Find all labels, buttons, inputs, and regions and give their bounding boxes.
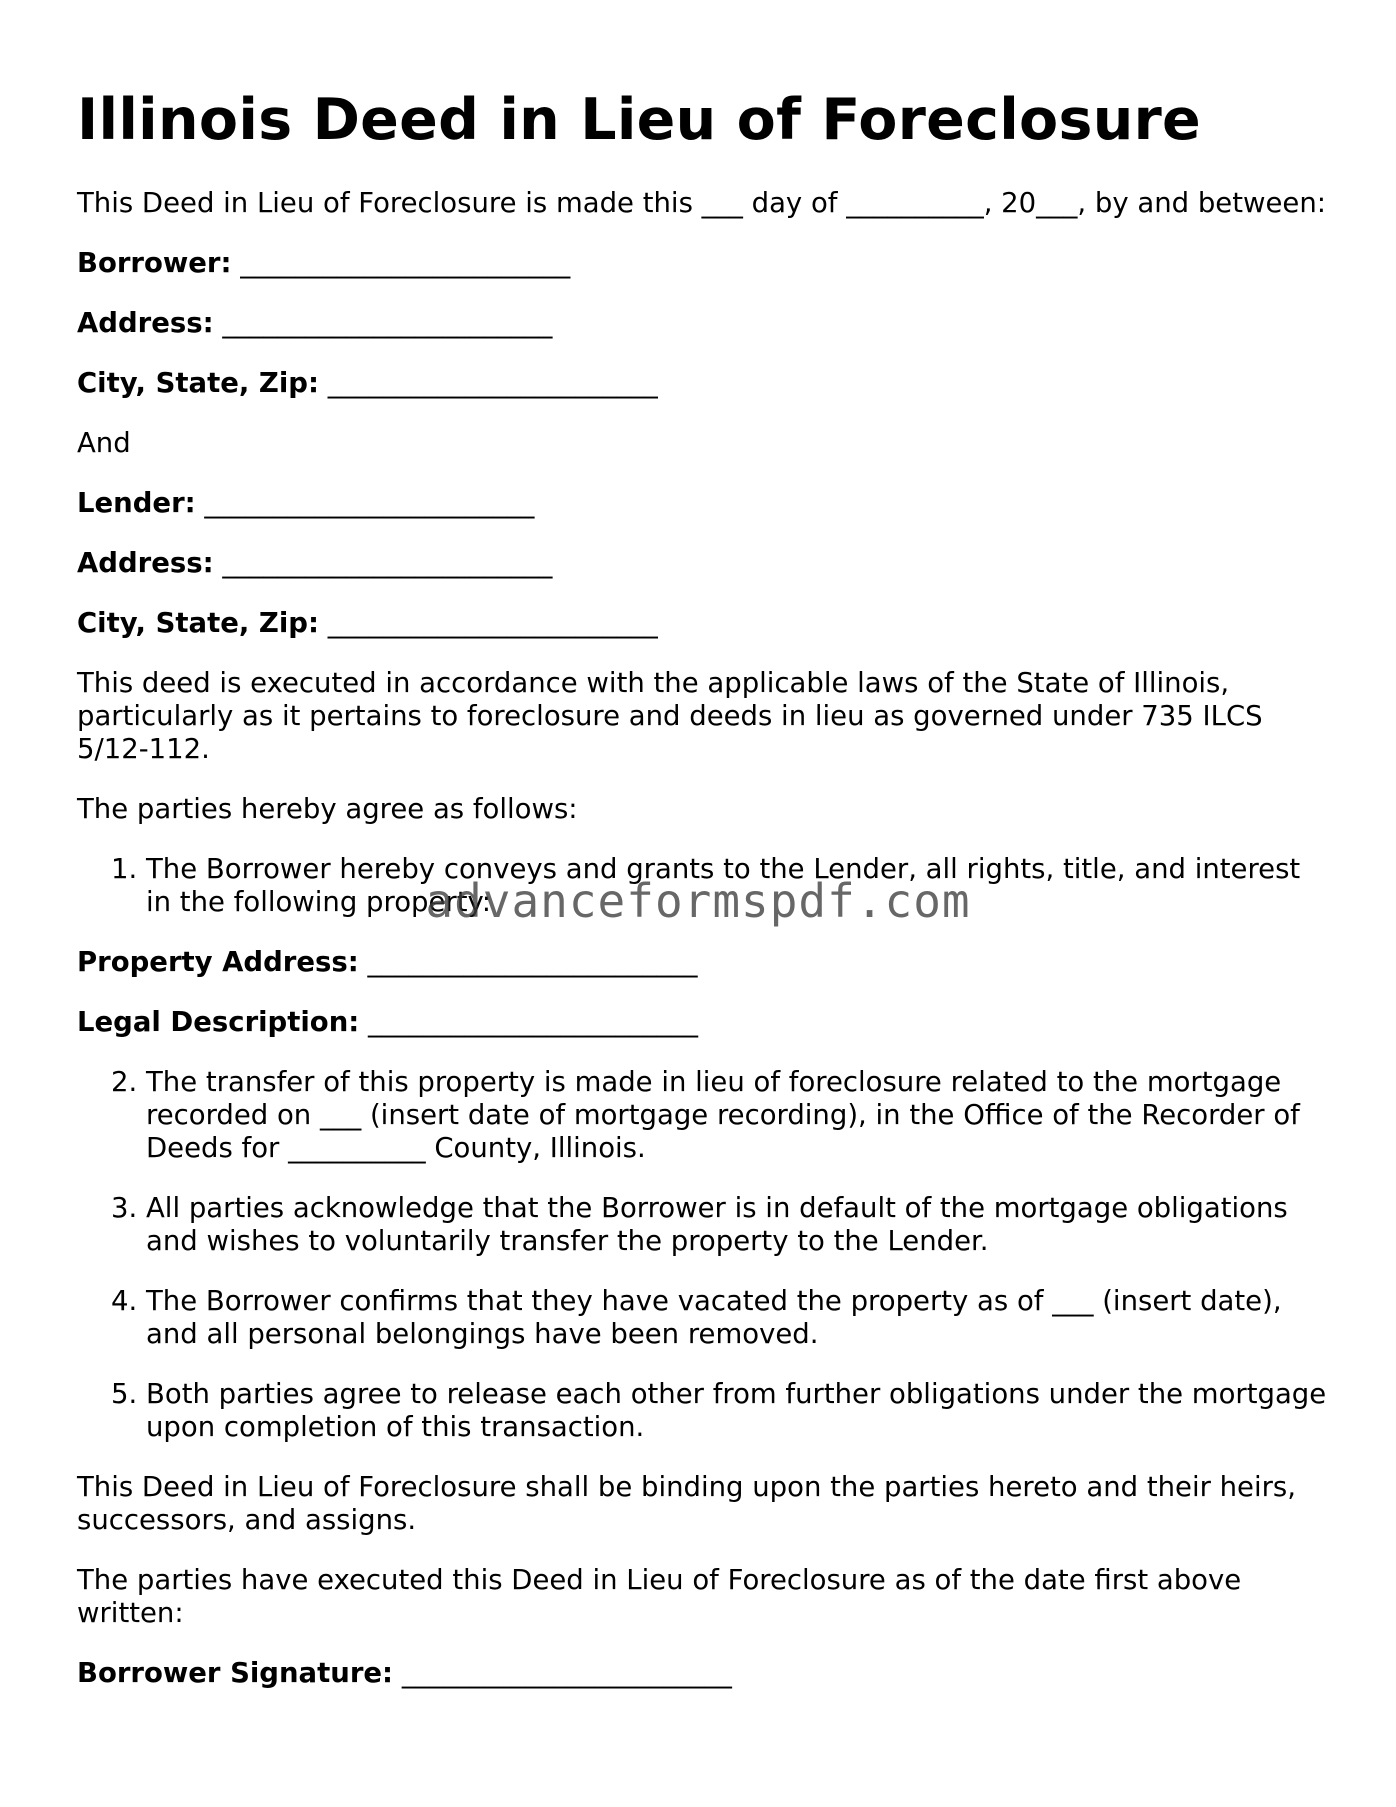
borrower-signature-field — [77, 1657, 1327, 1690]
blank-line: ________________________ — [401, 1657, 732, 1689]
document-title: Illinois Deed in Lieu of Foreclosure — [77, 87, 1201, 153]
blank-line: ________________________ — [240, 247, 571, 279]
field-label: Property Address: — [77, 946, 359, 978]
field-label: Address: — [77, 547, 214, 579]
blank-line: ________________________ — [327, 367, 658, 399]
clause-item: 5. Both parties agree to release each other from further obligations under the mortgage upon completion of this transaction. — [146, 1378, 1327, 1444]
clause-list-rest — [77, 1066, 1327, 1444]
clause-item: 2. The transfer of this property is made in lieu of foreclosure related to the mortgage recorded on ___ (insert date of mortgage recording), in the Office of the Recorder of Deeds for __________ County, Illinois. — [146, 1066, 1327, 1165]
blank-line: ________________________ — [222, 547, 553, 579]
field-label: Address: — [77, 307, 214, 339]
field-label: City, State, Zip: — [77, 607, 319, 639]
blank-line: ________________________ — [368, 1006, 699, 1038]
legal-description-field — [77, 1006, 1327, 1039]
clause-item: 4. The Borrower confirms that they have vacated the property as of ___ (insert date), and all personal belongings have been removed. — [146, 1285, 1327, 1351]
field-label: Borrower Signature: — [77, 1657, 394, 1689]
blank-line: ________________________ — [204, 487, 535, 519]
field-label: Legal Description: — [77, 1006, 360, 1038]
field-label: City, State, Zip: — [77, 367, 319, 399]
and-text: And — [77, 427, 131, 459]
blank-line: ________________________ — [327, 607, 658, 639]
document-page — [77, 87, 1327, 1717]
blank-line: ________________________ — [367, 946, 698, 978]
borrower-name-field — [77, 247, 1327, 280]
blank-line: ________________________ — [222, 307, 553, 339]
borrower-city-state-zip-field — [77, 367, 1327, 400]
law-paragraph: This deed is executed in accordance with the applicable laws of the State of Illinois, particularly as it pertains to foreclosure and deeds in lieu as governed under 735 ILCS 5/12-112. — [77, 667, 1263, 765]
clause-item: 3. All parties acknowledge that the Borrower is in default of the mortgage obligations and wishes to voluntarily transfer the property to the Lender. — [146, 1192, 1327, 1258]
borrower-address-field — [77, 307, 1327, 340]
clause-item: 1. The Borrower hereby conveys and grants to the Lender, all rights, title, and interest in the following property: — [146, 853, 1327, 919]
property-address-field — [77, 946, 1327, 979]
agree-intro: The parties hereby agree as follows: — [77, 793, 578, 825]
field-label: Lender: — [77, 487, 196, 519]
executed-paragraph: The parties have executed this Deed in Lieu of Foreclosure as of the date first above written: — [77, 1564, 1242, 1629]
lender-name-field — [77, 487, 1327, 520]
field-label: Borrower: — [77, 247, 232, 279]
lender-address-field — [77, 547, 1327, 580]
lender-city-state-zip-field — [77, 607, 1327, 640]
binding-paragraph: This Deed in Lieu of Foreclosure shall be binding upon the parties hereto and their heirs, successors, and assigns. — [77, 1471, 1296, 1536]
intro-paragraph: This Deed in Lieu of Foreclosure is made this ___ day of __________, 20___, by and between: — [77, 187, 1327, 219]
clause-list-first — [77, 853, 1327, 919]
watermark: advanceformspdf.com — [425, 874, 971, 928]
